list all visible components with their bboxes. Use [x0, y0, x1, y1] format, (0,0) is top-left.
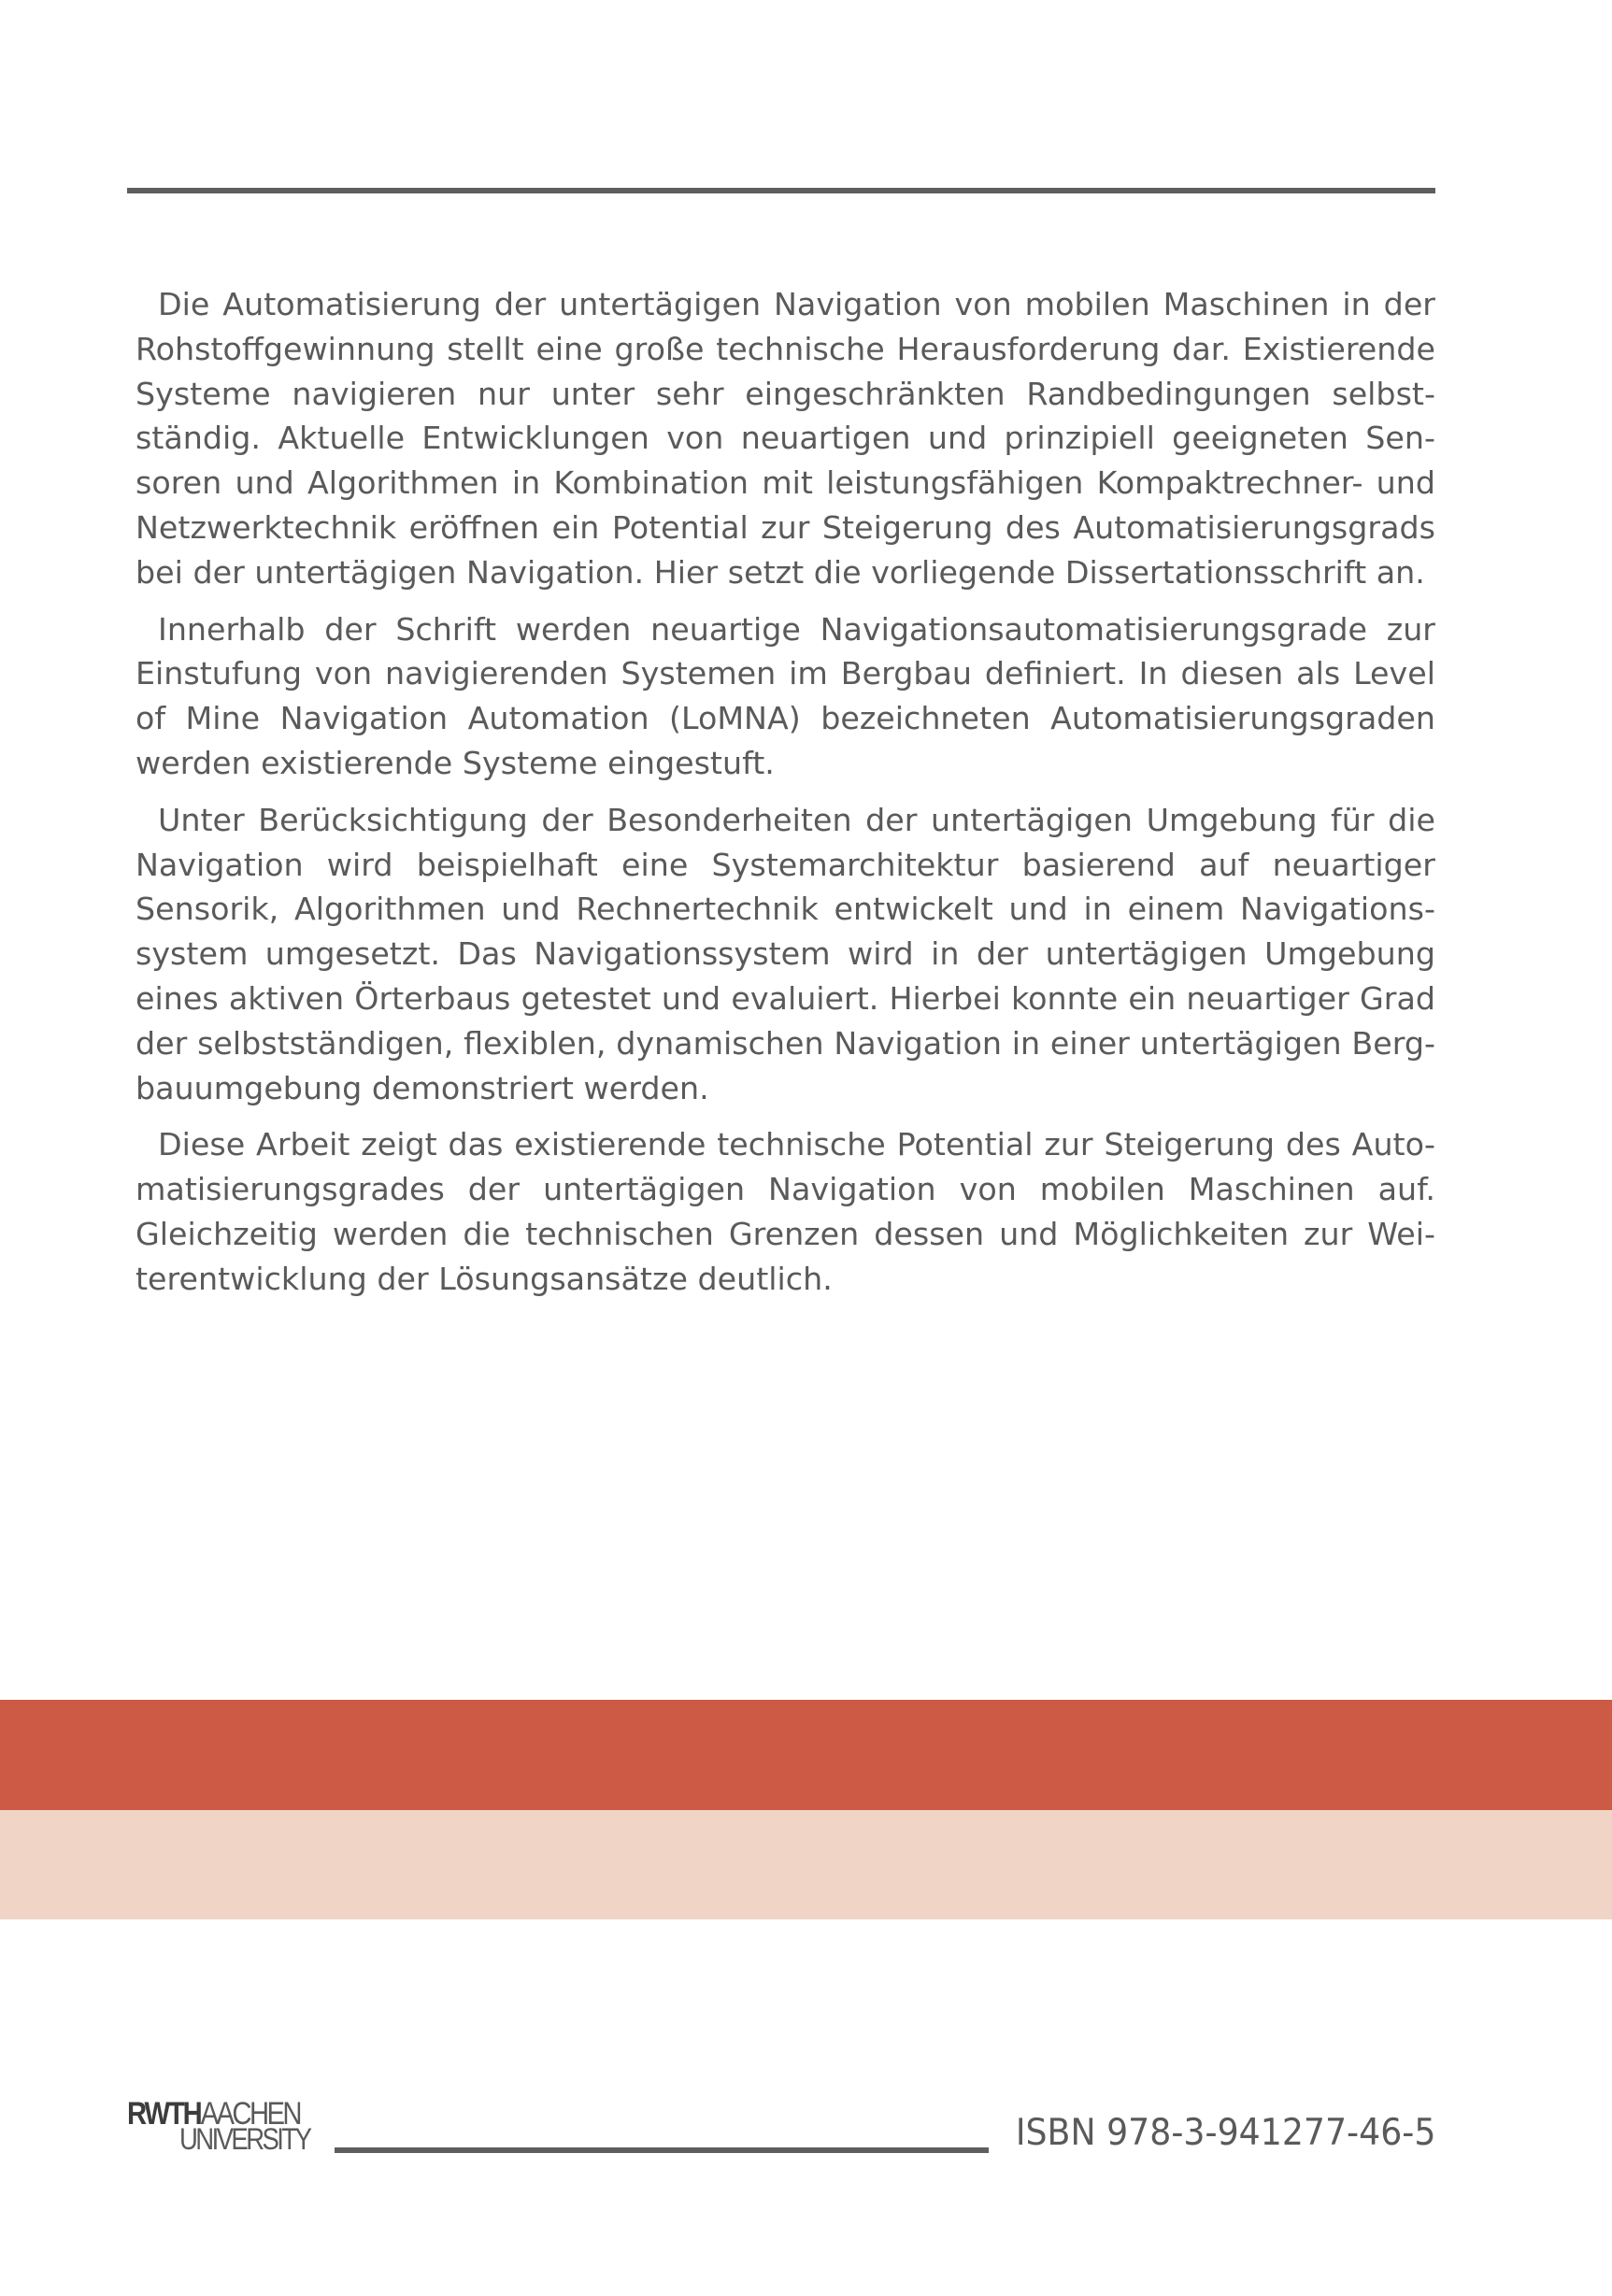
- abstract-paragraph-4: Diese Arbeit zeigt das existierende technische Potential zur Steigerung des Automatisierungsgrades der untertägigen Navigation von mobilen Maschinen auf. Gleichzeitig werden die technischen Grenzen dessen und Möglichkeiten zur Weiterentwicklung der Lösungsansätze deutlich.: [136, 1126, 1435, 1297]
- rwth-aachen-logo: [127, 2098, 333, 2156]
- isbn-number: ISBN 978-3-941277-46-5: [1015, 2112, 1435, 2154]
- abstract-text-block: [136, 282, 1435, 1314]
- logo-rwth-text: RWTH: [127, 2096, 201, 2132]
- top-divider-rule: [127, 188, 1435, 193]
- abstract-paragraph-2: Innerhalb der Schrift werden neuartige Navigationsautomatisierungsgrade zur Einstufung von navigierenden Systemen im Bergbau definiert. In diesen als Level of Mine Navigation Automation (LoMNA) bezeichneten Automatisierungsgraden werden existierende Systeme eingestuft.: [136, 610, 1435, 781]
- abstract-paragraph-3: Unter Berücksichtigung der Besonderheiten der untertägigen Umgebung für die Navigation wird beispielhaft eine Systemarchitektur basierend auf neuartiger Sensorik, Algorithmen und Rechnertechnik entwickelt und in einem Navigationssystem umgesetzt. Das Navigationssystem wird in der untertägigen Umgebung eines aktiven Örterbaus getestet und evaluiert. Hierbei konnte ein neuartiger Grad der selbstständigen, flexiblen, dynamischen Navigation in einer untertägigen Bergbauumgebung demonstriert werden.: [136, 801, 1435, 1106]
- abstract-paragraph-1: Die Automatisierung der untertägigen Navigation von mobilen Maschinen in der Rohstoffgewinnung stellt eine große technische Herausforderung dar. Existierende Systeme navigieren nur unter sehr eingeschränkten Randbedingungen selbstständig. Aktuelle Entwicklungen von neuartigen und prinzipiell geeigneten Sensoren und Algorithmen in Kombination mit leistungsfähigen Kompaktrechner- und Netzwerktechnik eröffnen ein Potential zur Steigerung des Automatisierungsgrads bei der untertägigen Navigation. Hier setzt die vorliegende Dissertationsschrift an.: [136, 286, 1435, 591]
- color-band-light: [0, 1810, 1612, 1919]
- color-band-dark: [0, 1700, 1612, 1810]
- bottom-divider-rule: [335, 2147, 989, 2153]
- logo-aachen-text: AACHEN: [200, 2096, 300, 2132]
- logo-university-text: UNIVERSITY: [179, 2122, 310, 2156]
